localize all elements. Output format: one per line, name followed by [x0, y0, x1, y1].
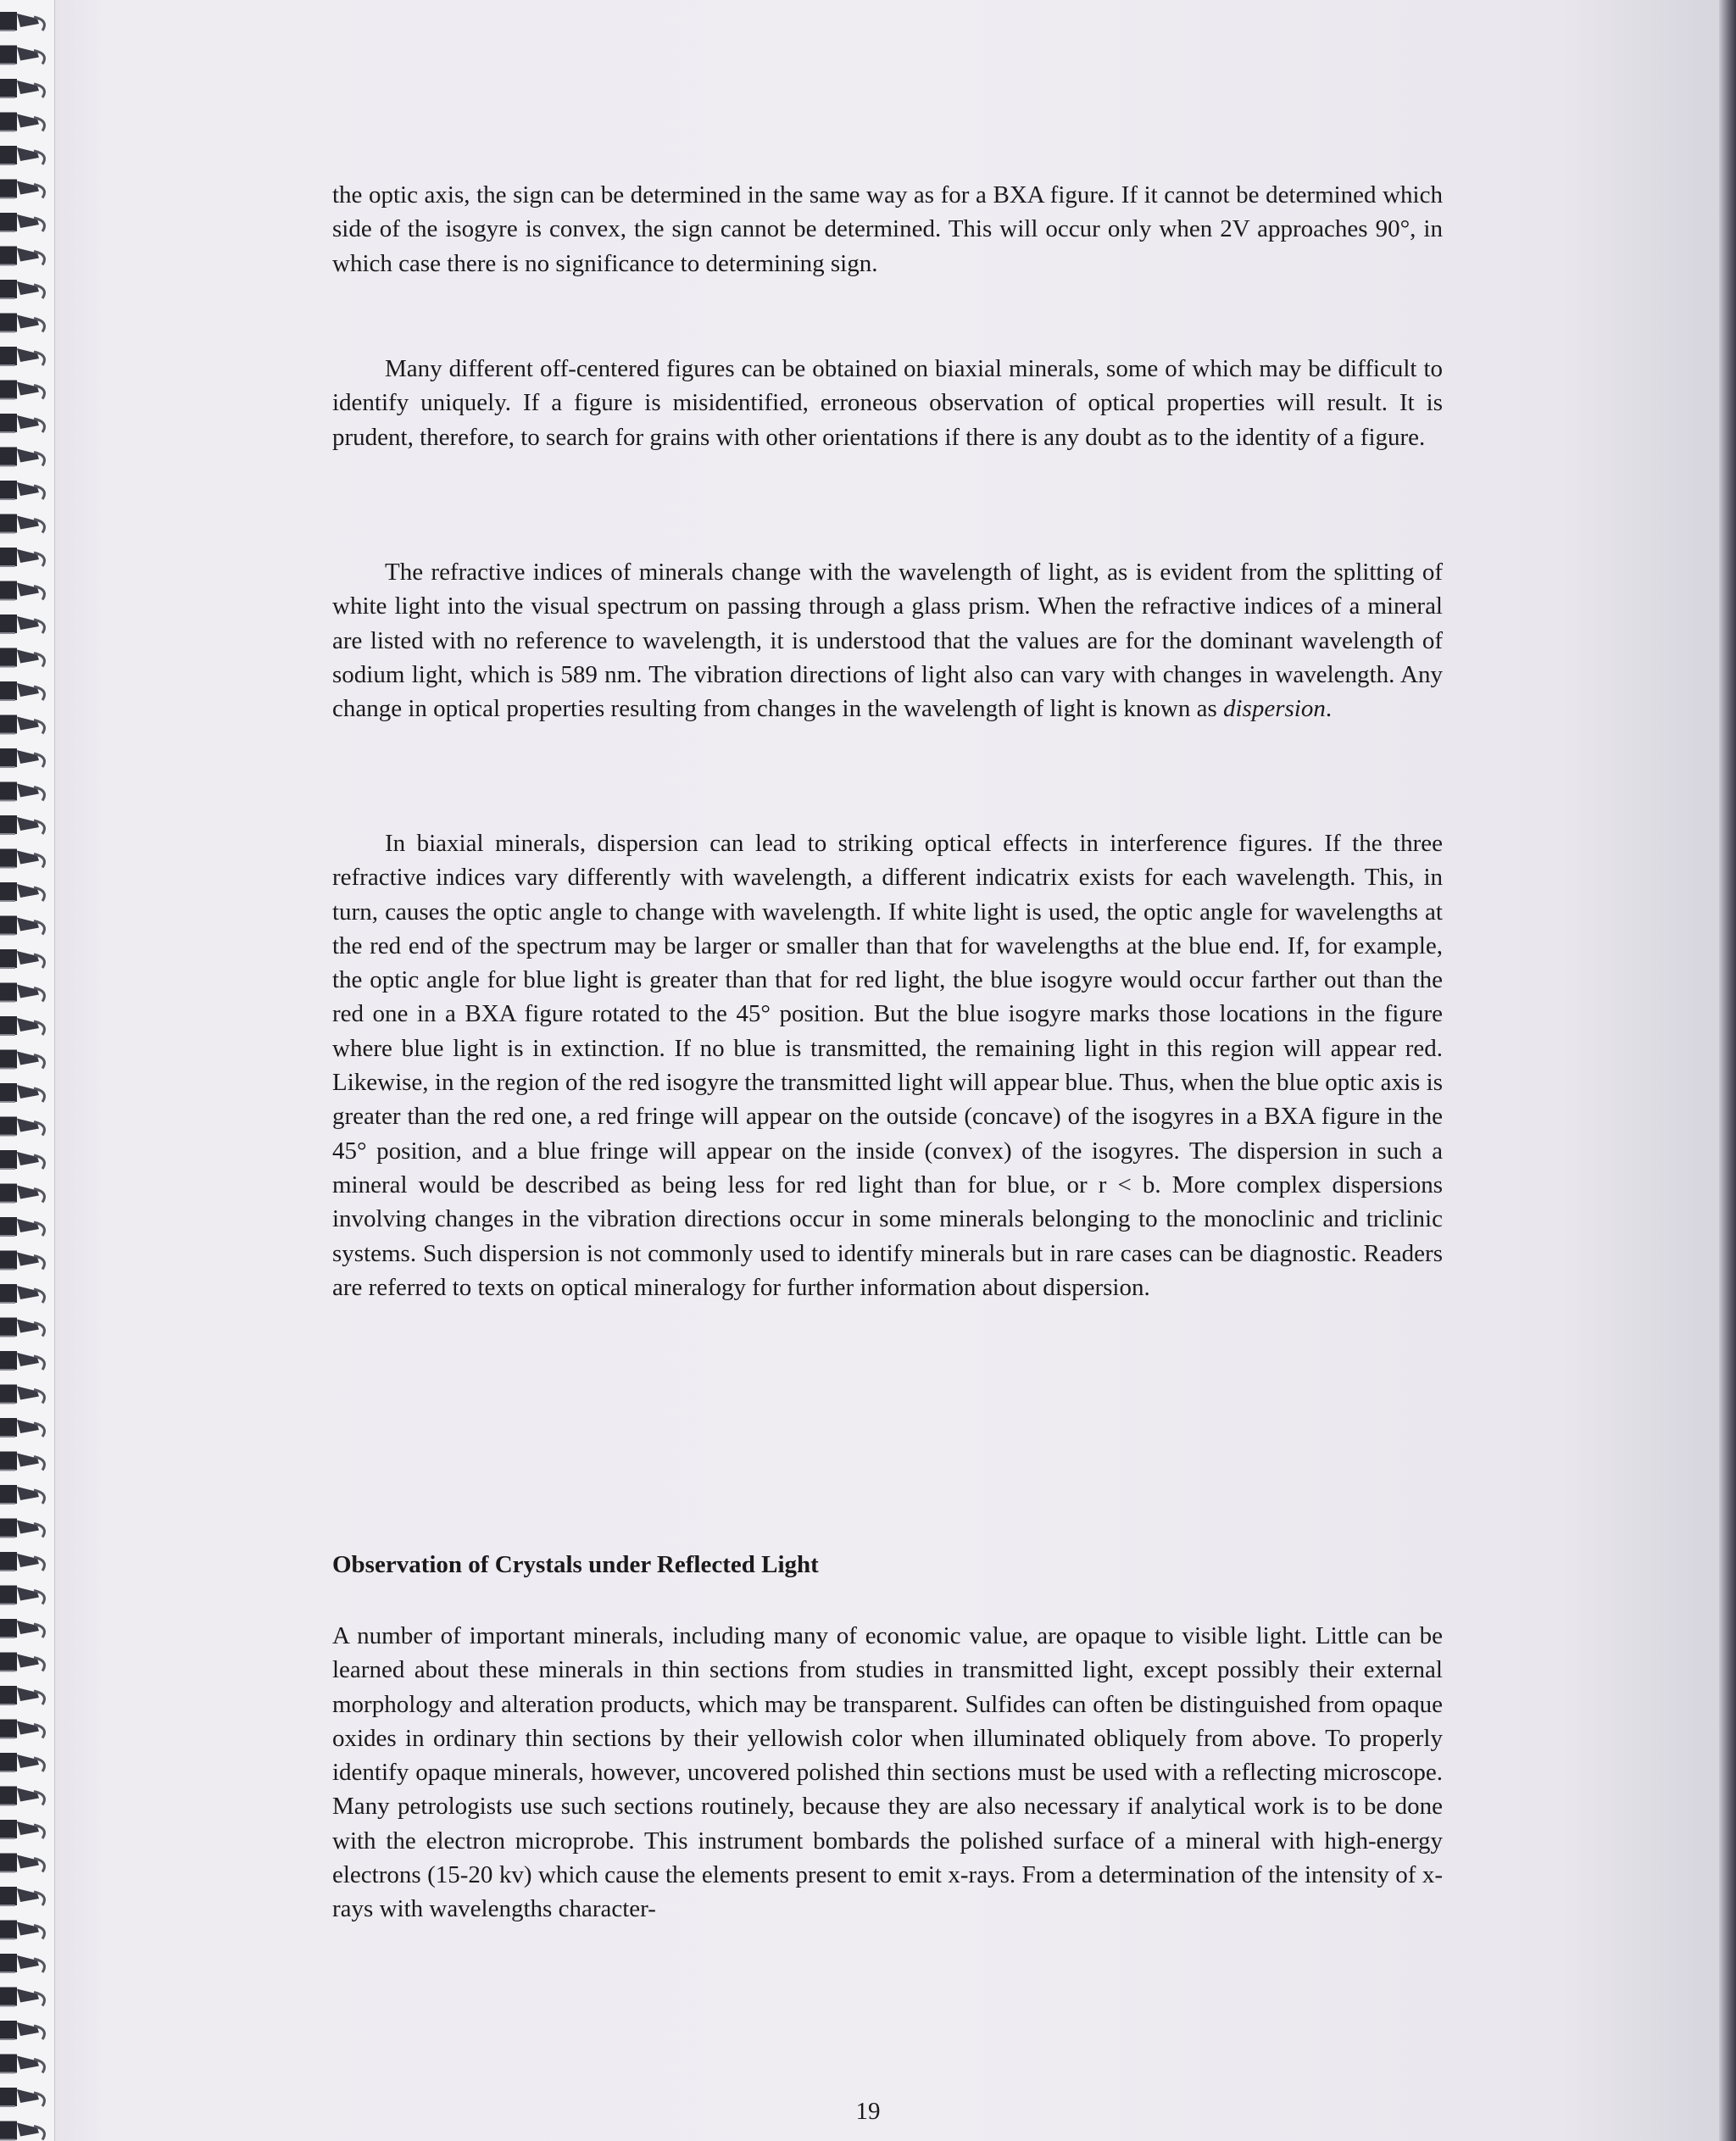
paragraph-refractive-indices-text: The refractive indices of minerals change with the wavelength of light, as is evident from the splitting of white light into the visual spectrum on passing through a glass prism. When the refractive indices of a mineral are listed with no reference to wavelength, it is understood that the values are for the dominant wavelength of sodium light, which is 589 nm. The vibration directions of light also can vary with changes in wavelength. Any change in optical properties resulting from changes in the wavelength of light is known as [332, 559, 1443, 723]
spiral-binding [0, 0, 55, 2141]
page-number: 19 [855, 2098, 881, 2125]
section-heading: Observation of Crystals under Reflected Light [332, 1551, 819, 1578]
binding-coils-graphic [0, 0, 54, 2141]
paragraph-biaxial-dispersion: In biaxial minerals, dispersion can lead to striking optical effects in interference figures. If the three refractive indices vary differently with wavelength, a different indicatrix exists for each wavelength. This, in turn, causes the optic angle to change with wavelength. If white light is used, the optic angle for wavelengths at the red end of the spectrum may be larger or smaller than that for wavelengths at the blue end. If, for example, the optic angle for blue light is greater than that for red light, the blue isogyre would occur farther out than the red one in a BXA figure rotated to the 45° position. But the blue isogyre marks those locations in the figure where blue light is in extinction. If no blue is transmitted, the remaining light in this region will appear red. Likewise, in the region of the red isogyre the transmitted light will appear blue. Thus, when the blue optic axis is greater than the red one, a red fringe will appear on the outside (concave) of the isogyres in a BXA figure in the 45° position, and a blue fringe will appear on the inside (convex) of the isogyres. The dispersion in such a mineral would be described as being less for red light than for blue, or r < b. More complex dispersions involving changes in the vibration directions occur in some minerals belonging to the monoclinic and triclinic systems. Such dispersion is not commonly used to identify minerals but in rare cases can be diagnostic. Readers are referred to texts on optical mineralogy for further information about dispersion. [332, 830, 1443, 1301]
paragraph-refractive-indices [332, 555, 1443, 726]
paragraph-refractive-indices-period: . [1325, 695, 1333, 723]
paragraph-opaque-minerals: A number of important minerals, including many of economic value, are opaque to visible light. Little can be learned about these minerals in thin sections from studies in transmitted light, except possibly their external morphology and alteration products, which may be transparent. Sulfides can often be distinguished from opaque oxides in ordinary thin sections by their yellowish color when illuminated obliquely from above. To properly identify opaque minerals, however, uncovered polished thin sections must be used with a reflecting microscope. Many petrologists use such sections routinely, because they are also necessary if analytical work is to be done with the electron microprobe. This instrument bombards the polished surface of a mineral with high-energy electrons (15-20 kv) which cause the elements present to emit x-rays. From a determination of the intensity of x-rays with wavelengths character- [332, 1622, 1443, 1923]
paragraph-optic-axis-sign: the optic axis, the sign can be determined in the same way as for a BXA figure. If it cannot be determined which side of the isogyre is convex, the sign cannot be determined. This will occur only when 2V approaches 90°, in which case there is no significance to determining sign. [332, 181, 1443, 277]
dispersion-term: dispersion [1222, 695, 1326, 723]
page-edge-shadow [1719, 0, 1736, 2141]
paragraph-off-centered-figures: Many different off-centered figures can be obtained on biaxial minerals, some of which may be difficult to identify uniquely. If a figure is misidentified, erroneous observation of optical properties will result. It is prudent, therefore, to search for grains with other orientations if there is any doubt as to the identity of a figure. [332, 355, 1443, 451]
